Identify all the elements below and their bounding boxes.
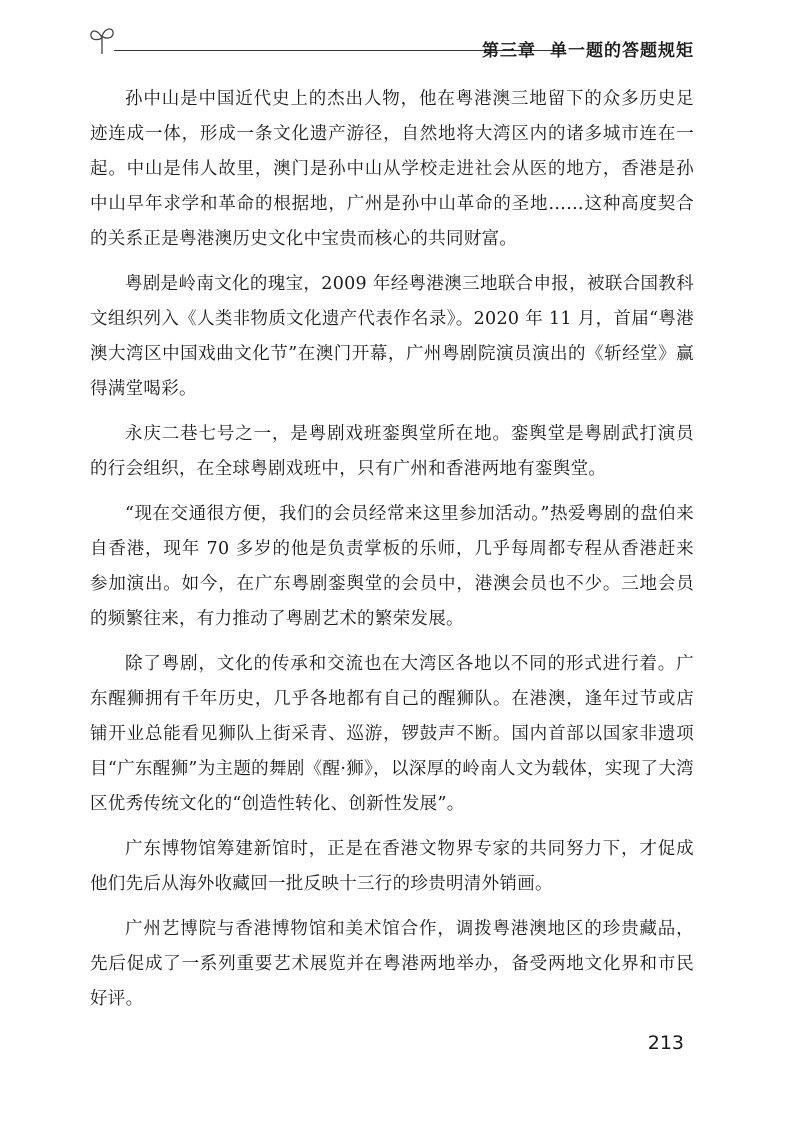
page-number: 213 [647,1032,684,1054]
running-header [88,22,694,62]
paragraph: 孙中山是中国近代史上的杰出人物，他在粤港澳三地留下的众多历史足迹连成一体，形成一条文化遗产游径，自然地将大湾区内的诸多城市连在一起。中山是伟人故里，澳门是孙中山从学校走进社会从医的地方，香港是孙中山早年求学和革命的根据地，广州是孙中山革命的圣地……这种高度契合的关系正是粤港澳历史文化中宝贵而核心的共同财富。 [90,89,694,249]
chapter-label: 第三章 [482,41,536,61]
paragraph: 永庆二巷七号之一，是粤剧戏班銮舆堂所在地。銮舆堂是粤剧武打演员的行会组织，在全球粤剧戏班中，只有广州和香港两地有銮舆堂。 [90,424,694,479]
sprout-icon [88,24,122,56]
chapter-heading [482,36,694,61]
paragraph: 粤剧是岭南文化的瑰宝，2009 年经粤港澳三地联合申报，被联合国教科文组织列入《人类非物质文化遗产代表作名录》。2020 年 11 月，首届“粤港澳大湾区中国戏曲文化节”在澳门开幕，广州粤剧院演员演出的《斩经堂》赢得满堂喝彩。 [90,274,694,399]
paragraph: 广东博物馆筹建新馆时，正是在香港文物界专家的共同努力下，才促成他们先后从海外收藏回一批反映十三行的珍贵明清外销画。 [90,839,694,894]
paragraph: “现在交通很方便，我们的会员经常来这里参加活动。”热爱粤剧的盘伯来自香港，现年 70 多岁的他是负责掌板的乐师，几乎每周都专程从香港赶来参加演出。如今，在广东粤剧銮舆堂的会员中，港澳会员也不少。三地会员的频繁往来，有力推动了粤剧艺术的繁荣发展。 [90,504,694,629]
chapter-title: 单一题的答题规矩 [550,41,694,61]
paragraph: 除了粤剧，文化的传承和交流也在大湾区各地以不同的形式进行着。广东醒狮拥有千年历史，几乎各地都有自己的醒狮队。在港澳，逢年过节或店铺开业总能看见狮队上街采青、巡游，锣鼓声不断。国内首部以国家非遗项目“广东醒狮”为主题的舞剧《醒·狮》，以深厚的岭南人文为载体，实现了大湾区优秀传统文化的“创造性转化、创新性发展”。 [90,654,694,814]
paragraph: 广州艺博院与香港博物馆和美术馆合作，调拨粤港澳地区的珍贵藏品，先后促成了一系列重要艺术展览并在粤港两地举办，备受两地文化界和市民好评。 [90,919,694,1009]
body-text [90,82,694,1017]
